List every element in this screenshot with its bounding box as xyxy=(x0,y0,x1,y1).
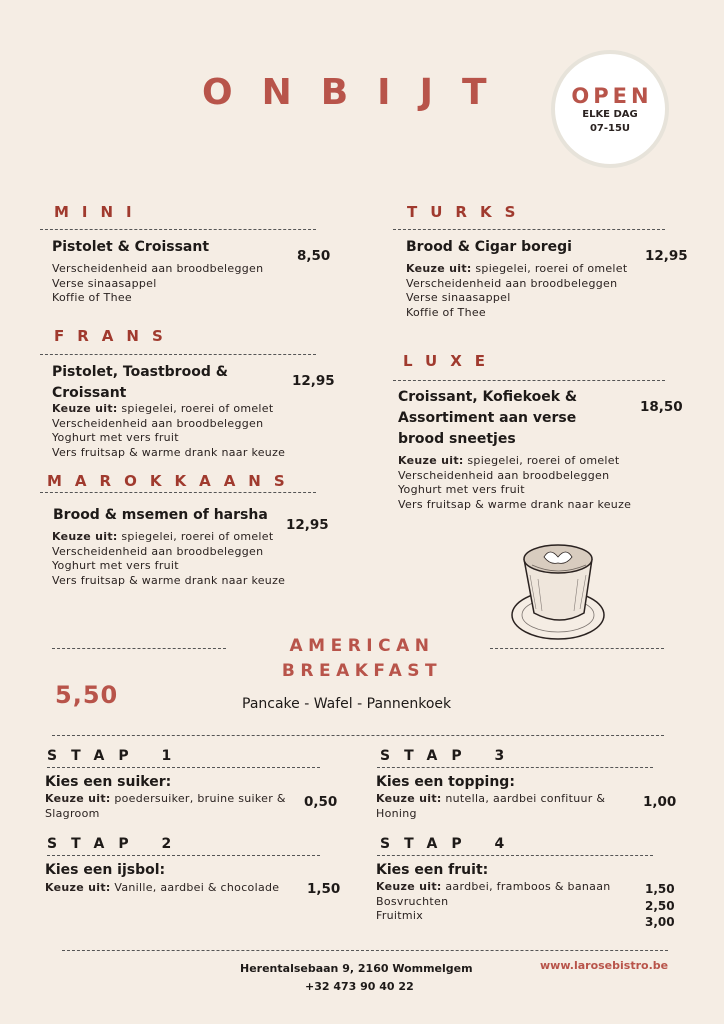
divider xyxy=(40,354,316,355)
footer-website-link[interactable]: www.larosebistro.be xyxy=(540,959,669,972)
item-name-frans xyxy=(52,362,228,404)
step-heading-4: STAP 4 xyxy=(380,836,519,852)
description-line: Verscheidenheid aan broodbeleggen xyxy=(52,262,264,275)
keuze-options: poedersuiker, bruine suiker & xyxy=(114,792,286,805)
description-line: Verscheidenheid aan broodbeleggen xyxy=(52,544,264,558)
description-line: Verscheidenheid aan broodbeleggen xyxy=(398,468,610,482)
divider xyxy=(40,229,316,230)
fruit-prices xyxy=(645,881,675,931)
section-heading-frans: FRANS xyxy=(54,327,176,345)
price-step-2: 1,50 xyxy=(307,881,341,897)
keuze-label: Keuze uit: xyxy=(45,881,111,894)
footer-phone[interactable]: +32 473 90 40 22 xyxy=(305,980,414,993)
description-line: Vers fruitsap & warme drank naar keuze xyxy=(52,573,286,587)
american-breakfast-price: 5,50 xyxy=(55,681,119,709)
american-breakfast-subtitle: Pancake - Wafel - Pannenkoek xyxy=(242,696,452,712)
divider xyxy=(47,767,320,768)
step-title-1: Kies een suiker: xyxy=(45,774,172,790)
price-step-3: 1,00 xyxy=(643,794,677,810)
divider xyxy=(393,229,665,230)
opening-hours-badge xyxy=(551,50,669,168)
section-heading-turks: TURKS xyxy=(407,203,529,221)
item-name-mini: Pistolet & Croissant xyxy=(52,239,210,255)
price-luxe: 18,50 xyxy=(640,399,683,415)
item-description-mini xyxy=(52,262,263,306)
keuze-extra: Slagroom xyxy=(45,806,100,820)
item-description-turks xyxy=(406,262,627,320)
keuze-options: Vanille, aardbei & chocolade xyxy=(114,881,280,894)
step-heading-3: STAP 3 xyxy=(380,748,519,764)
divider xyxy=(47,855,320,856)
item-name-marokkaans: Brood & msemen of harsha xyxy=(53,507,268,523)
step-options-4 xyxy=(376,880,611,924)
keuze-options: nutella, aardbei confituur & xyxy=(445,792,606,805)
keuze-options: spiegelei, roerei of omelet xyxy=(475,262,628,275)
keuze-label: Keuze uit: xyxy=(376,792,442,805)
fruit-option: Bosvruchten xyxy=(376,894,449,908)
american-breakfast-heading-line2: BREAKFAST xyxy=(281,661,443,681)
step-options-2 xyxy=(45,881,279,896)
divider xyxy=(490,648,664,649)
badge-open-label: OPEN xyxy=(571,84,653,108)
section-heading-luxe: LUXE xyxy=(403,352,499,370)
description-line: Verse sinaasappel xyxy=(406,291,511,304)
keuze-options: aardbei, framboos & banaan xyxy=(445,880,611,893)
description-line: Verse sinaasappel xyxy=(52,276,157,290)
item-description-luxe xyxy=(398,454,631,512)
description-line: Verscheidenheid aan broodbeleggen xyxy=(406,276,618,290)
step-title-2: Kies een ijsbol: xyxy=(45,862,166,878)
keuze-label: Keuze uit: xyxy=(52,402,118,415)
section-heading-mini: MINI xyxy=(54,203,145,221)
divider xyxy=(393,380,665,381)
item-name-line: brood sneetjes xyxy=(398,431,516,447)
price-mini: 8,50 xyxy=(297,248,331,264)
description-line: Koffie of Thee xyxy=(406,305,486,319)
badge-hours: 07-15U xyxy=(589,123,631,134)
item-name-luxe xyxy=(398,387,577,450)
description-line: Vers fruitsap & warme drank naar keuze xyxy=(398,497,632,511)
price-fruit-2: 2,50 xyxy=(645,898,675,913)
divider xyxy=(40,492,316,493)
badge-days: ELKE DAG xyxy=(582,109,638,120)
price-marokkaans: 12,95 xyxy=(286,517,329,533)
keuze-extra: Honing xyxy=(376,806,417,820)
item-name-line: Assortiment aan verse xyxy=(398,410,577,426)
keuze-label: Keuze uit: xyxy=(376,880,442,893)
description-line: Verscheidenheid aan broodbeleggen xyxy=(52,416,264,430)
item-name-line: Pistolet, Toastbrood & xyxy=(52,364,228,380)
price-fruit-3: 3,00 xyxy=(645,915,675,929)
step-title-3: Kies een topping: xyxy=(376,774,515,790)
description-line: Yoghurt met vers fruit xyxy=(398,483,525,496)
price-fruit-1: 1,50 xyxy=(645,882,675,896)
divider xyxy=(62,950,668,951)
coffee-cup-icon xyxy=(508,535,612,643)
item-name-turks: Brood & Cigar boregi xyxy=(406,239,572,255)
divider xyxy=(52,648,226,649)
description-line: Yoghurt met vers fruit xyxy=(52,559,179,572)
step-options-3 xyxy=(376,792,605,821)
description-line: Yoghurt met vers fruit xyxy=(52,431,179,444)
divider xyxy=(377,767,653,768)
section-heading-marokkaans: MAROKKAANS xyxy=(47,472,298,490)
step-heading-2: STAP 2 xyxy=(47,836,186,852)
description-line: Vers fruitsap & warme drank naar keuze xyxy=(52,445,286,459)
price-turks: 12,95 xyxy=(645,248,688,264)
step-heading-1: STAP 1 xyxy=(47,748,186,764)
fruit-option: Fruitmix xyxy=(376,909,424,922)
keuze-label: Keuze uit: xyxy=(45,792,111,805)
keuze-options: spiegelei, roerei of omelet xyxy=(121,530,274,543)
keuze-options: spiegelei, roerei of omelet xyxy=(121,402,274,415)
keuze-label: Keuze uit: xyxy=(398,454,464,467)
footer-address: Herentalsebaan 9, 2160 Wommelgem xyxy=(240,962,473,975)
step-options-1 xyxy=(45,792,286,821)
american-breakfast-heading-line1: AMERICAN xyxy=(289,636,435,656)
step-title-4: Kies een fruit: xyxy=(376,862,489,878)
item-description-frans xyxy=(52,402,285,460)
keuze-label: Keuze uit: xyxy=(406,262,472,275)
item-name-line: Croissant xyxy=(52,385,127,401)
item-description-marokkaans xyxy=(52,530,285,588)
page-title: ONBIJT xyxy=(202,72,516,113)
description-line: Koffie of Thee xyxy=(52,291,132,304)
item-name-line: Croissant, Kofiekoek & xyxy=(398,389,578,405)
divider xyxy=(52,735,664,736)
price-step-1: 0,50 xyxy=(304,794,338,810)
divider xyxy=(377,855,653,856)
price-frans: 12,95 xyxy=(292,373,335,389)
keuze-label: Keuze uit: xyxy=(52,530,118,543)
keuze-options: spiegelei, roerei of omelet xyxy=(467,454,620,467)
